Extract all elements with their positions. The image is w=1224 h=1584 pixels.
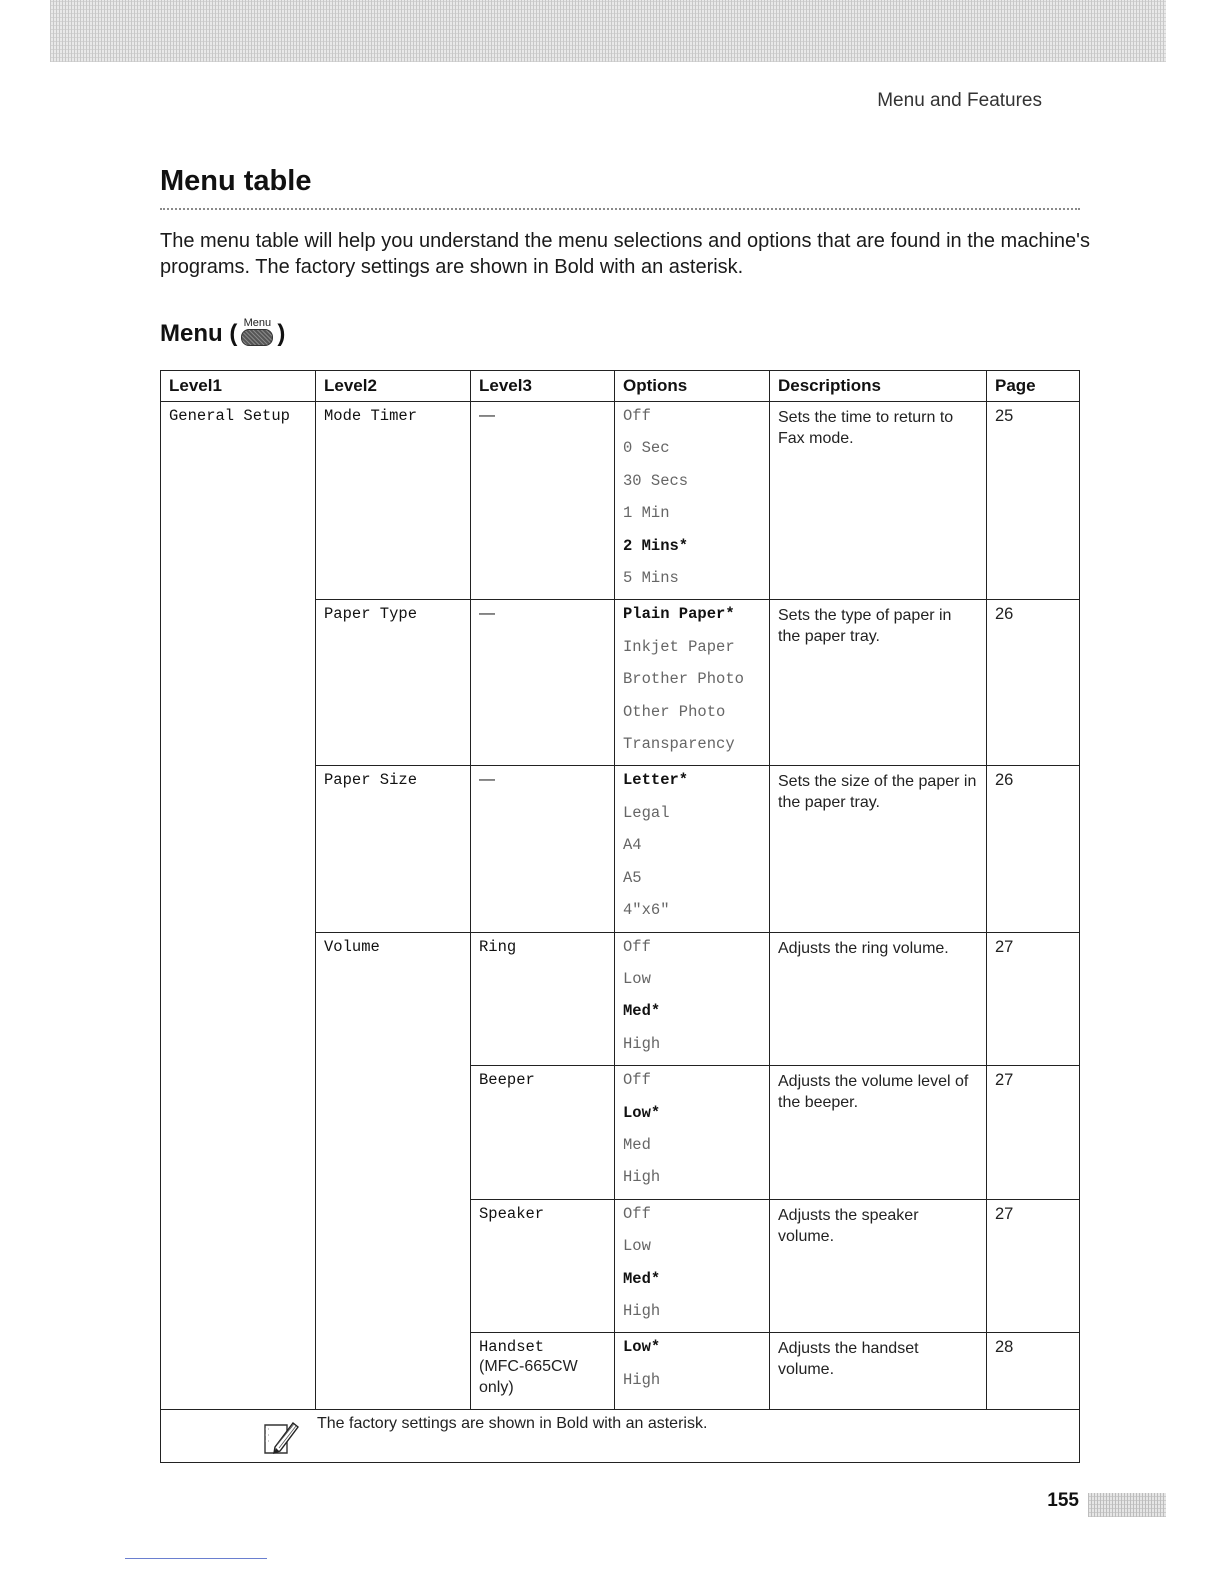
description-paper-type: Sets the type of paper in the paper tray. [770, 600, 987, 766]
option: Other Photo [623, 702, 726, 721]
level2-volume: Volume [316, 932, 471, 1410]
option-default: Letter* [623, 771, 689, 790]
description-mode-timer: Sets the time to return to Fax mode. [770, 402, 987, 600]
page-handset: 28 [987, 1333, 1080, 1410]
menu-section-heading [160, 308, 285, 348]
footnote-cell [161, 1410, 1080, 1463]
level3-none: — [471, 600, 615, 766]
option: A4 [623, 836, 642, 855]
header-level3: Level3 [471, 371, 615, 402]
level3-handset-label: Handset [479, 1338, 545, 1357]
page-speaker: 27 [987, 1199, 1080, 1333]
option: Off [623, 1204, 651, 1223]
option: 0 Sec [623, 439, 670, 458]
option-default: Low* [623, 1338, 661, 1357]
option-default: Low* [623, 1103, 661, 1122]
footnote-row [161, 1410, 1080, 1463]
menu-heading-suffix: ) [277, 320, 286, 347]
page-paper-type: 26 [987, 600, 1080, 766]
option: A5 [623, 868, 642, 887]
option: Inkjet Paper [623, 637, 735, 656]
option: 5 Mins [623, 569, 679, 588]
level3-ring: Ring [471, 932, 615, 1066]
option: 4"x6" [623, 901, 670, 920]
option: 1 Min [623, 504, 670, 523]
level3-speaker: Speaker [471, 1199, 615, 1333]
option: Brother Photo [623, 670, 744, 689]
level3-beeper: Beeper [471, 1066, 615, 1200]
options-handset [615, 1333, 770, 1410]
option: Transparency [623, 735, 735, 754]
title-divider [160, 208, 1080, 210]
menu-heading-prefix: Menu ( [160, 320, 238, 347]
footer-decorative-band [1088, 1493, 1166, 1517]
level3-handset [471, 1333, 615, 1410]
level1-general-setup: General Setup [161, 402, 316, 1410]
option: Low [623, 969, 651, 988]
page-paper-size: 26 [987, 766, 1080, 932]
level2-paper-type: Paper Type [316, 600, 471, 766]
intro-paragraph: The menu table will help you understand the menu selections and options that are found in the machine's programs. The factory settings are shown in Bold with an asterisk. [160, 230, 1090, 278]
menu-key-icon [241, 318, 273, 346]
page-mode-timer: 25 [987, 402, 1080, 600]
table-header-row [161, 371, 1080, 402]
options-paper-size [615, 766, 770, 932]
options-beeper [615, 1066, 770, 1200]
header-level2: Level2 [316, 371, 471, 402]
level3-none: — [471, 766, 615, 932]
option-default: 2 Mins* [623, 536, 689, 555]
description-paper-size: Sets the size of the paper in the paper tray. [770, 766, 987, 932]
option: High [623, 1370, 661, 1389]
option: Low [623, 1237, 651, 1256]
description-speaker: Adjusts the speaker volume. [770, 1199, 987, 1333]
options-paper-type [615, 600, 770, 766]
level2-paper-size: Paper Size [316, 766, 471, 932]
menu-table [160, 370, 1080, 1463]
table-row [161, 402, 1080, 600]
option: Off [623, 937, 651, 956]
option-default: Med* [623, 1269, 661, 1288]
page-title: Menu table [160, 165, 312, 197]
top-decorative-band [50, 0, 1166, 62]
level3-handset-note: (MFC-665CW only) [479, 1358, 578, 1397]
option: Legal [623, 803, 670, 822]
header-options: Options [615, 371, 770, 402]
options-mode-timer [615, 402, 770, 600]
footnote-text: The factory settings are shown in Bold with an asterisk. [317, 1415, 708, 1433]
page-number: 155 [1047, 1490, 1079, 1511]
header-page: Page [987, 371, 1080, 402]
menu-key-label: Menu [243, 317, 272, 329]
header-descriptions: Descriptions [770, 371, 987, 402]
description-ring: Adjusts the ring volume. [770, 932, 987, 1066]
note-pencil-icon [261, 1417, 301, 1457]
description-beeper: Adjusts the volume level of the beeper. [770, 1066, 987, 1200]
page-ring: 27 [987, 932, 1080, 1066]
option: High [623, 1168, 661, 1187]
running-header: Menu and Features [877, 90, 1042, 111]
option: High [623, 1034, 661, 1053]
bottom-rule [125, 1558, 267, 1559]
level3-none: — [471, 402, 615, 600]
option: Off [623, 1071, 651, 1090]
options-speaker [615, 1199, 770, 1333]
option: 30 Secs [623, 471, 689, 490]
page-beeper: 27 [987, 1066, 1080, 1200]
option-default: Med* [623, 1002, 661, 1021]
option: Off [623, 407, 651, 425]
level2-mode-timer: Mode Timer [316, 402, 471, 600]
description-handset: Adjusts the handset volume. [770, 1333, 987, 1410]
header-level1: Level1 [161, 371, 316, 402]
option: Med [623, 1135, 651, 1154]
menu-button-icon [241, 329, 273, 346]
option: High [623, 1301, 661, 1320]
option-default: Plain Paper* [623, 605, 735, 624]
options-ring [615, 932, 770, 1066]
